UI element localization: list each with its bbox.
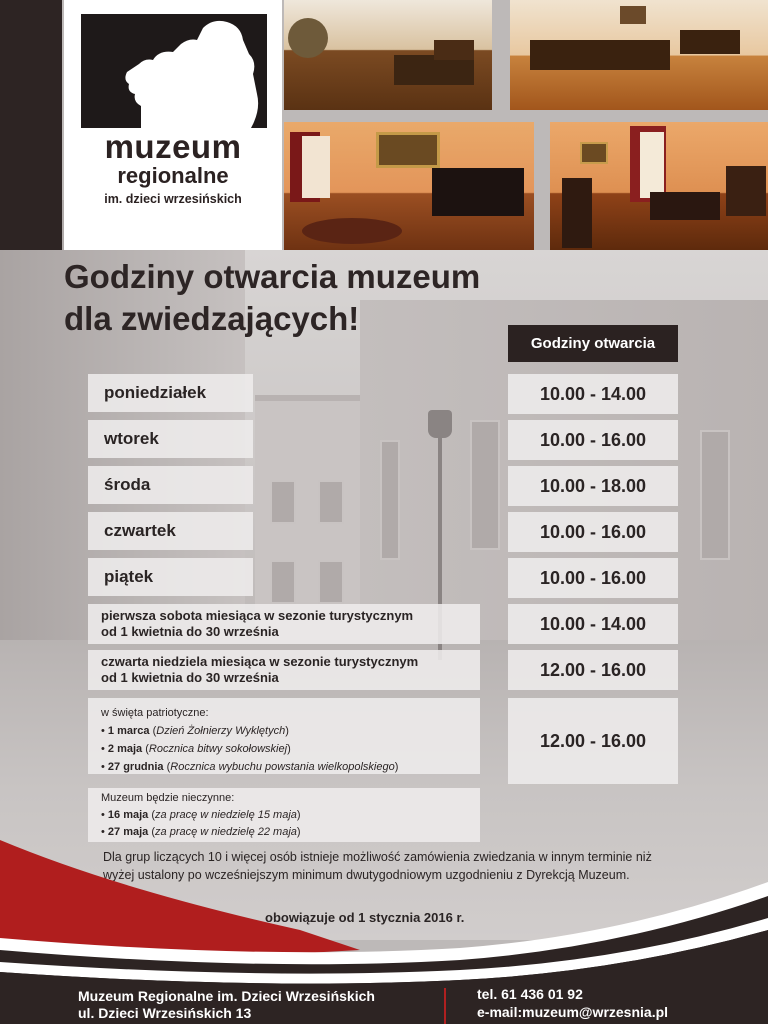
list-item: • 2 maja (Rocznica bitwy sokołowskiej) xyxy=(101,743,291,755)
day-thursday: czwartek xyxy=(88,512,253,550)
logo-silhouette-icon xyxy=(81,14,267,128)
logo-title: muzeum xyxy=(104,128,242,165)
hours-tuesday: 10.00 - 16.00 xyxy=(508,420,678,460)
footer-divider xyxy=(444,988,446,1024)
footer-email[interactable]: e-mail:muzeum@wrzesnia.pl xyxy=(477,1004,669,1020)
first-saturday-line-1: pierwsza sobota miesiąca w sezonie turystycznym xyxy=(101,608,414,623)
logo-subtitle: regionalne xyxy=(117,163,229,188)
list-item: • 1 marca (Dzień Żołnierzy Wyklętych) xyxy=(101,725,289,737)
museum-interior-photo-2 xyxy=(510,0,768,110)
museum-logo xyxy=(64,0,282,250)
day-monday: poniedziałek xyxy=(88,374,253,412)
day-tuesday: wtorek xyxy=(88,420,253,458)
closed-intro: Muzeum będzie nieczynne: xyxy=(101,792,235,804)
hours-thursday: 10.00 - 16.00 xyxy=(508,512,678,552)
hours-friday: 10.00 - 16.00 xyxy=(508,558,678,598)
day-first-saturday xyxy=(88,604,480,644)
fourth-sunday-line-2: od 1 kwietnia do 30 września xyxy=(101,670,279,685)
hours-first-saturday: 10.00 - 14.00 xyxy=(508,604,678,644)
footer-phone: tel. 61 436 01 92 xyxy=(477,986,583,1002)
hours-monday: 10.00 - 14.00 xyxy=(508,374,678,414)
day-fourth-sunday xyxy=(88,650,480,690)
fourth-sunday-line-1: czwarta niedziela miesiąca w sezonie turystycznym xyxy=(101,654,419,669)
patriotic-holidays-block xyxy=(88,698,480,774)
day-wednesday: środa xyxy=(88,466,253,504)
logo-tagline: im. dzieci wrzesińskich xyxy=(104,192,242,206)
hours-patriotic-holidays: 12.00 - 16.00 xyxy=(508,698,678,784)
museum-interior-photo-3 xyxy=(284,122,534,250)
first-saturday-line-2: od 1 kwietnia do 30 września xyxy=(101,624,279,639)
list-item: • 27 maja (za pracę w niedzielę 22 maja) xyxy=(101,826,301,838)
hours-fourth-sunday: 12.00 - 16.00 xyxy=(508,650,678,690)
page-title-line-1: Godziny otwarcia muzeum xyxy=(64,258,481,295)
group-visits-note: Dla grup liczących 10 i więcej osób istnieje możliwość zamówienia zwiedzania w innym terminie niż wyżej ustalony po wcześniejszym minimum dwutygodniowym uzgodnieniu z Dyrekcją Muzeum. xyxy=(103,850,652,882)
list-item: • 27 grudnia (Rocznica wybuchu powstania wielkopolskiego) xyxy=(101,761,399,773)
page-title-line-2: dla zwiedzających! xyxy=(64,300,360,337)
day-friday: piątek xyxy=(88,558,253,596)
museum-interior-photo-1 xyxy=(284,0,492,110)
valid-from-note: obowiązuje od 1 stycznia 2016 r. xyxy=(265,910,465,925)
hours-column-header: Godziny otwarcia xyxy=(508,325,678,362)
patriotic-intro: w święta patriotyczne: xyxy=(101,707,209,719)
list-item: • 16 maja (za pracę w niedzielę 15 maja) xyxy=(101,809,301,821)
hours-wednesday: 10.00 - 18.00 xyxy=(508,466,678,506)
footer-museum-name: Muzeum Regionalne im. Dzieci Wrzesińskich xyxy=(78,988,375,1004)
left-dark-stripe xyxy=(0,0,62,250)
footer-address: ul. Dzieci Wrzesińskich 13 xyxy=(78,1005,252,1021)
museum-interior-photo-4 xyxy=(550,122,768,250)
